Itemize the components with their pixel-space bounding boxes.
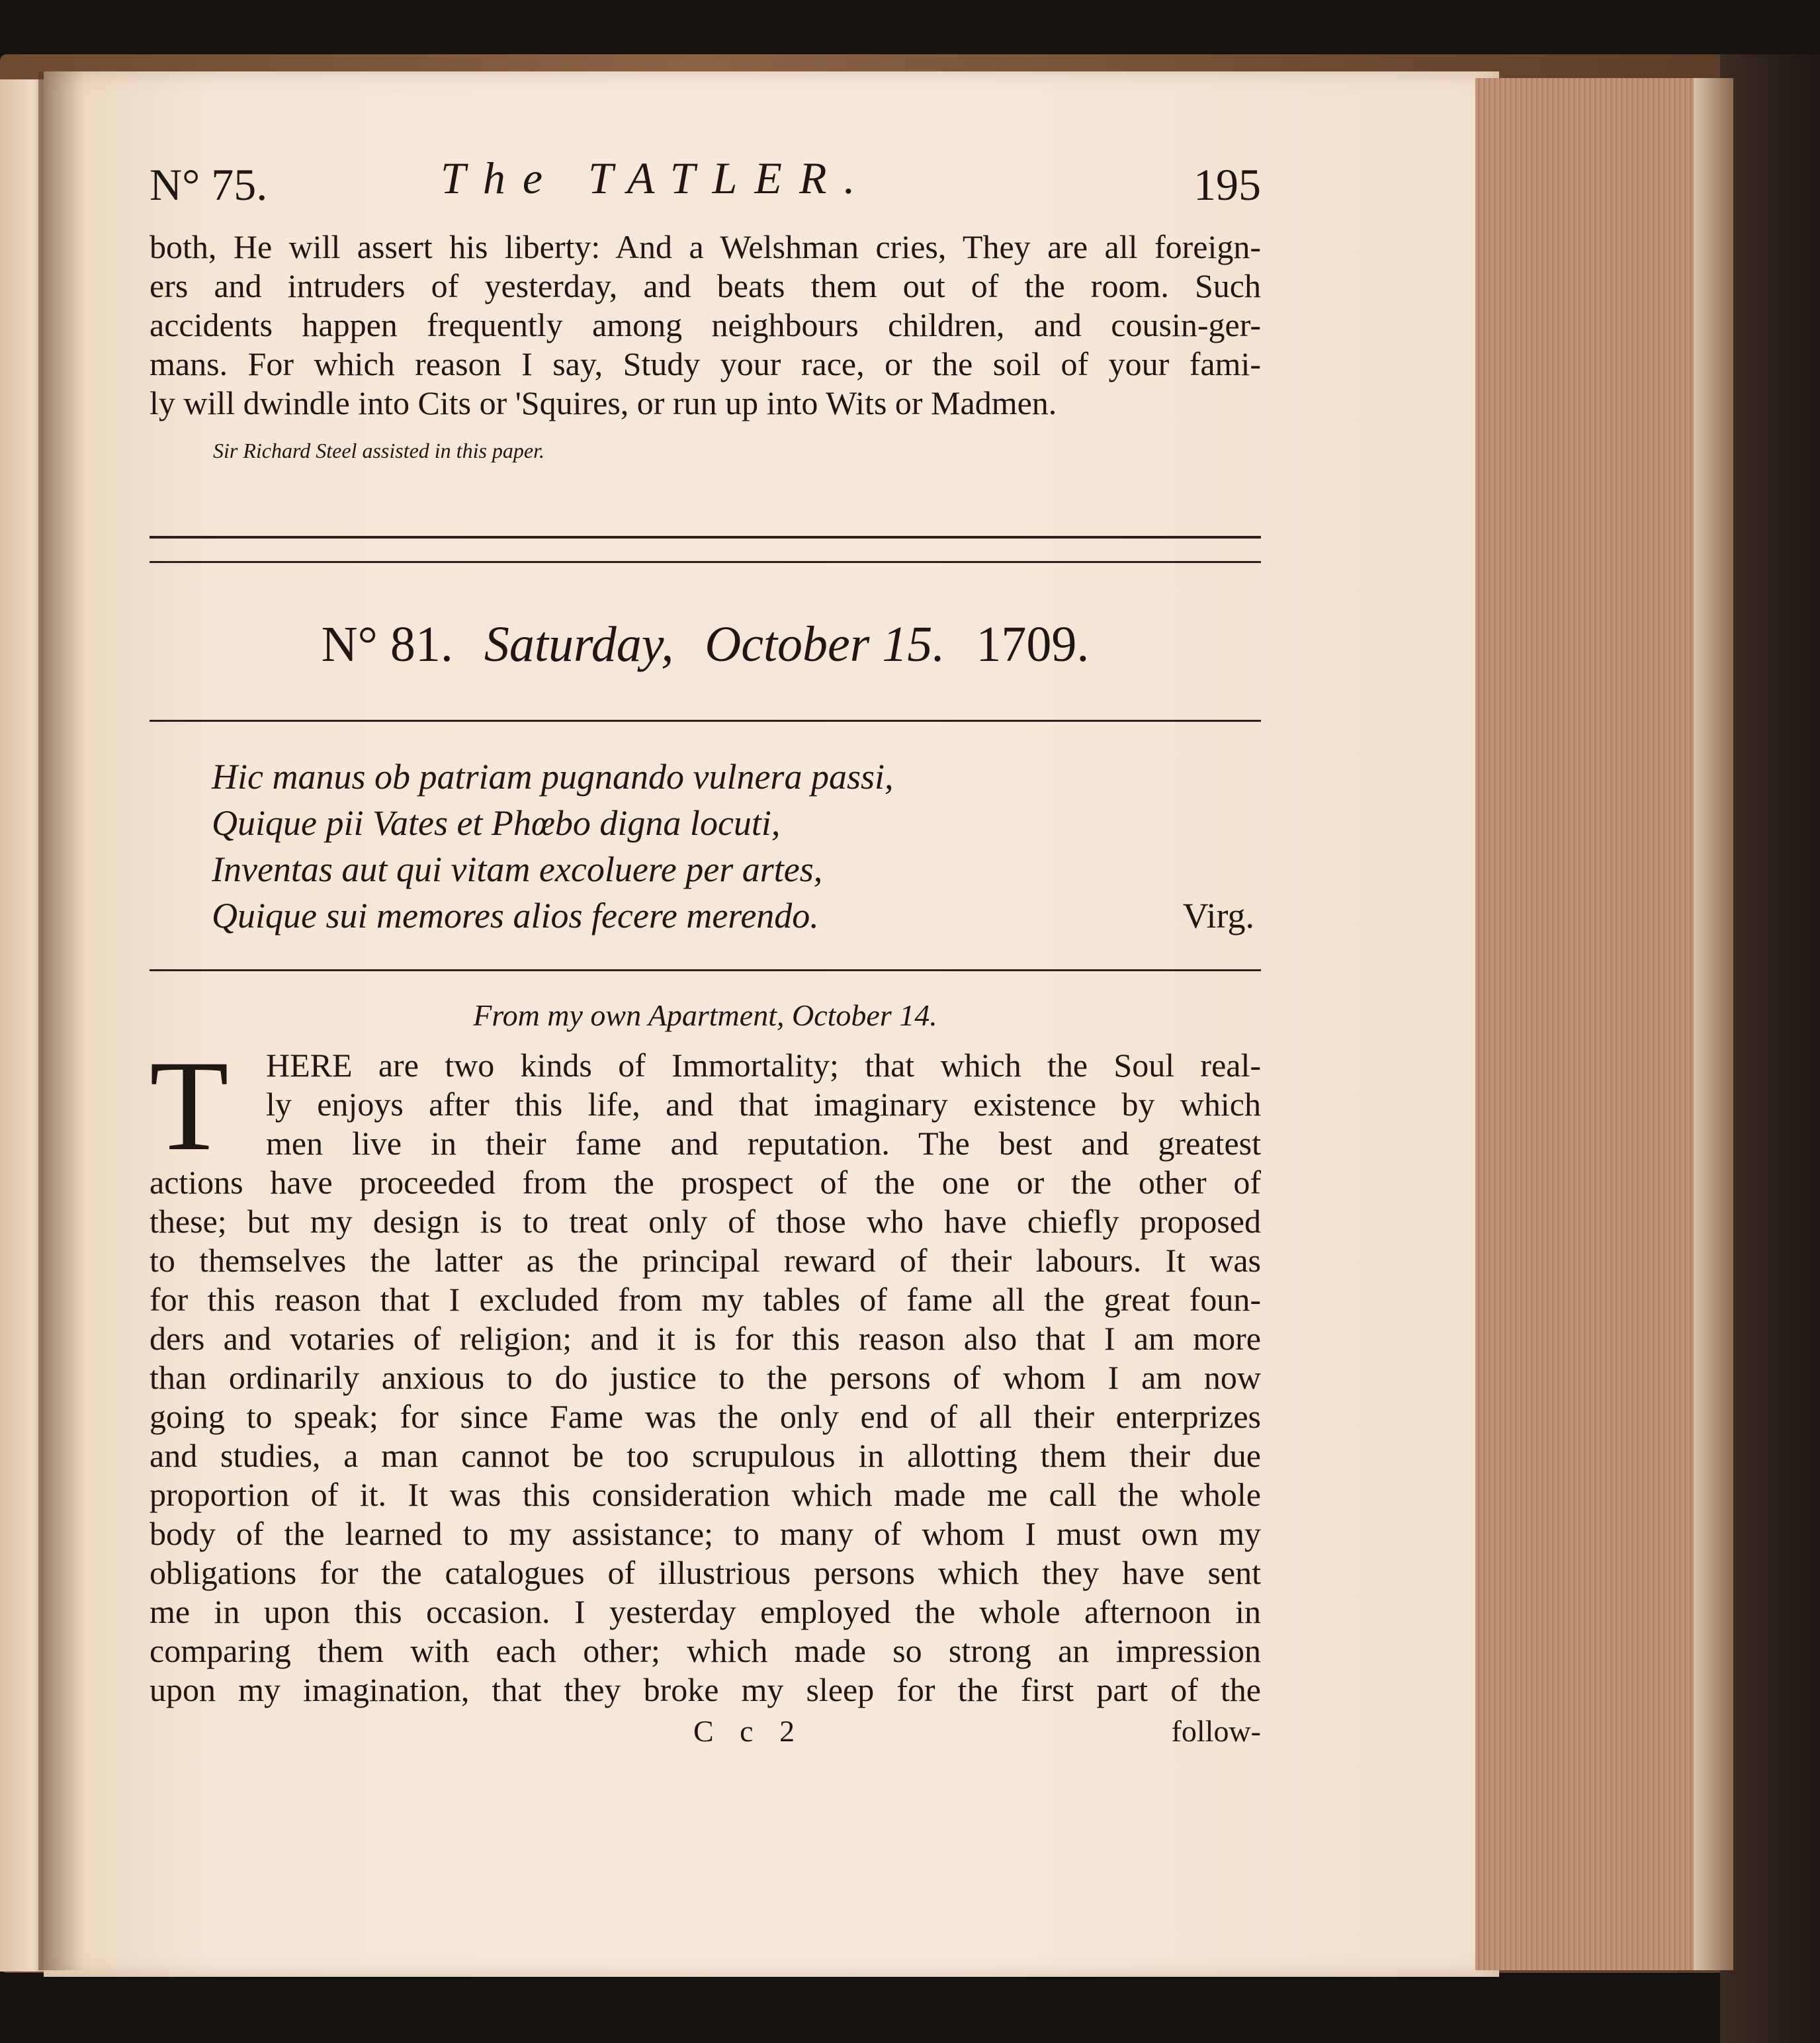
epigraph [212, 754, 1261, 939]
issue-day: Saturday, [484, 617, 674, 672]
epigraph-attribution: Virg. [1182, 896, 1254, 935]
running-head-number: N° 75. [150, 159, 268, 210]
text-line: both, He will assert his liberty: And a Welshman cries, They are all foreign- [150, 228, 1261, 265]
text-line: mans. For which reason I say, Study your race, or the soil of your fami- [150, 345, 1261, 382]
gutter-shadow [38, 71, 85, 1970]
text-line: to themselves the latter as the principal reward of their labours. It was [150, 1242, 1261, 1279]
running-head-title: The TATLER. [441, 153, 873, 203]
text-line: proportion of it. It was this consideration which made me call the whole [150, 1476, 1261, 1513]
background-shadow [1720, 54, 1820, 2043]
text-line: upon my imagination, that they broke my sleep for the first part of the [150, 1671, 1261, 1708]
text-line: for this reason that I excluded from my tables of fame all the great foun- [150, 1281, 1261, 1318]
page-footer [150, 1714, 1261, 1760]
epigraph-line: Quique sui memores alios fecere merendo. [212, 896, 819, 935]
epigraph-last-row [212, 892, 1254, 939]
text-line: HERE are two kinds of Immortality; that which the Soul real- [266, 1047, 1261, 1084]
page-block-edges [1475, 78, 1710, 1970]
text-line: ers and intruders of yesterday, and beats them out of the room. Such [150, 267, 1261, 304]
text-line: men live in their fame and reputation. The best and greatest [266, 1125, 1261, 1162]
issue-year: 1709. [976, 617, 1090, 672]
running-head [150, 142, 1261, 228]
divider-rule [150, 969, 1261, 971]
text-line: and studies, a man cannot be too scrupulous in allotting them their due [150, 1437, 1261, 1474]
text-line: comparing them with each other; which made so strong an impression [150, 1632, 1261, 1669]
signature-mark: C c 2 [693, 1714, 804, 1748]
text-line: going to speak; for since Fame was the only end of all their enterprizes [150, 1398, 1261, 1435]
continuation-paragraph [150, 228, 1261, 423]
text-line: obligations for the catalogues of illustrious persons which they have sent [150, 1554, 1261, 1591]
epigraph-line: Quique pii Vates et Phœbo digna locuti, [212, 803, 781, 843]
text-line: body of the learned to my assistance; to many of whom I must own my [150, 1515, 1261, 1552]
text-line: accidents happen frequently among neighbours children, and cousin-ger- [150, 306, 1261, 343]
epigraph-line: Inventas aut qui vitam excoluere per artes, [212, 849, 823, 889]
issue-heading [150, 616, 1261, 674]
text-line: these; but my design is to treat only of those who have chiefly proposed [150, 1203, 1261, 1240]
drop-cap: T [150, 1034, 229, 1178]
fore-edge-binding [1694, 78, 1733, 1970]
text-line: ly enjoys after this life, and that imaginary existence by which [266, 1086, 1261, 1123]
text-line: than ordinarily anxious to do justice to the persons of whom I am now [150, 1359, 1261, 1396]
text-line: ly will dwindle into Cits or 'Squires, or run up into Wits or Madmen. [150, 384, 1057, 421]
text-line: me in upon this occasion. I yesterday employed the whole afternoon in [150, 1593, 1261, 1630]
issue-date: October 15. [705, 617, 945, 672]
page-number: 195 [1193, 159, 1261, 210]
issue-number: N° 81. [321, 617, 453, 672]
epigraph-line: Hic manus ob patriam pugnando vulnera passi, [212, 757, 894, 797]
divider-rule [150, 561, 1261, 563]
dateline: From my own Apartment, October 14. [473, 998, 937, 1032]
divider-rule [150, 720, 1261, 722]
text-line: actions have proceeded from the prospect of the one or the other of [150, 1164, 1261, 1201]
text-line: ders and votaries of religion; and it is for this reason also that I am more [150, 1320, 1261, 1357]
catchword: follow- [1171, 1714, 1261, 1748]
signoff-note: Sir Richard Steel assisted in this paper. [213, 439, 545, 462]
essay-paragraph [150, 1034, 1261, 1710]
page-text-block [150, 142, 1261, 1760]
